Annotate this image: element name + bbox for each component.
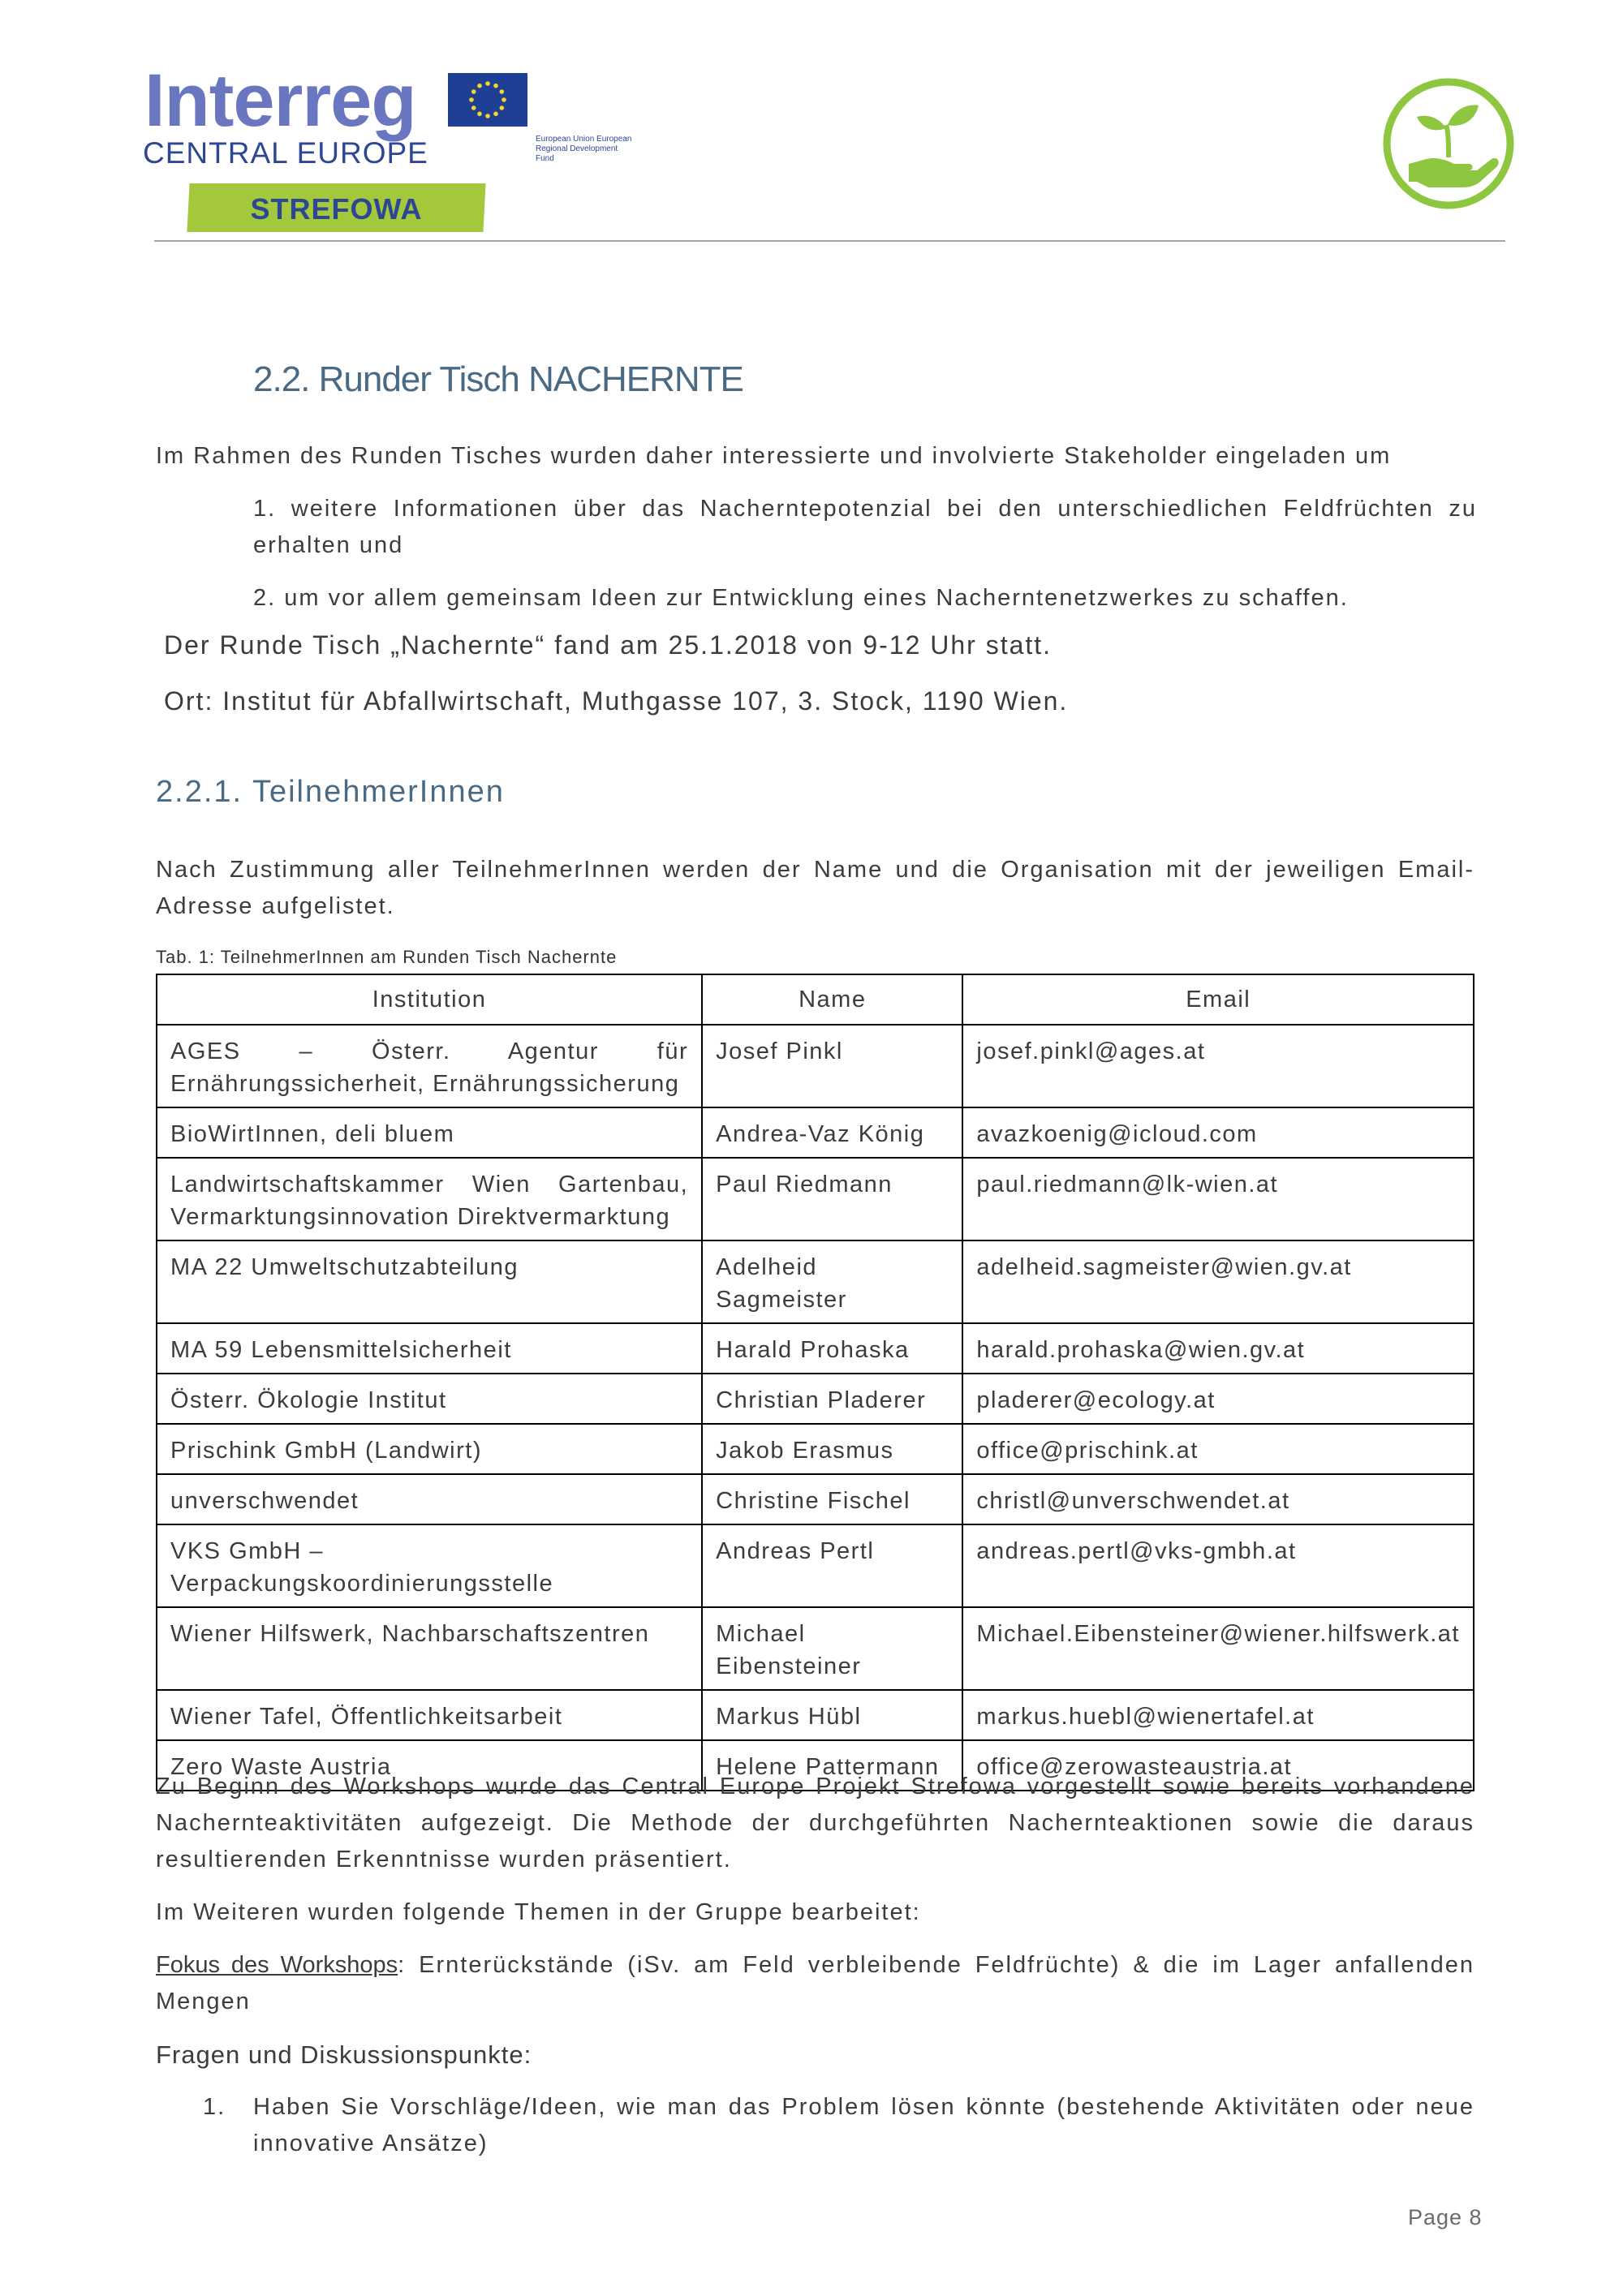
institution-cell: VKS GmbH – Verpackungskoordinierungsstelle	[157, 1524, 702, 1607]
institution-cell: Prischink GmbH (Landwirt)	[157, 1424, 702, 1474]
strefowa-label: STREFOWA	[250, 192, 423, 226]
table-caption: Tab. 1: TeilnehmerInnen am Runden Tisch Nachernte	[156, 947, 618, 967]
focus-paragraph	[156, 1947, 1474, 2020]
institution-cell: Zero Waste Austria	[157, 1740, 702, 1791]
table-row	[157, 1374, 1474, 1424]
question-1: Haben Sie Vorschläge/Ideen, wie man das Problem lösen könnte (bestehende Aktivitäten oder neue innovative Ansätze)	[253, 2094, 1474, 2156]
interreg-logo-text: Interreg	[144, 59, 416, 142]
subsection-heading: 2.2.1. TeilnehmerInnen	[156, 775, 505, 809]
institution-cell: Wiener Hilfswerk, Nachbarschaftszentren	[157, 1607, 702, 1690]
name-cell: Jakob Erasmus	[702, 1424, 962, 1474]
email-cell: avazkoenig@icloud.com	[962, 1107, 1474, 1158]
institution-cell: Österr. Ökologie Institut	[157, 1374, 702, 1424]
table-row	[157, 1424, 1474, 1474]
list-item-1: 1. weitere Informationen über das Nacherntepotenzial bei den unterschiedlichen Feldfrüchten zu erhalten und	[253, 496, 1477, 558]
institution-cell: MA 22 Umweltschutzabteilung	[157, 1240, 702, 1323]
name-cell: Paul Riedmann	[702, 1158, 962, 1240]
place-line: Ort: Institut für Abfallwirtschaft, Muthgasse 107, 3. Stock, 1190 Wien.	[164, 686, 1069, 716]
eu-flag-icon	[448, 73, 527, 127]
section-intro: Im Rahmen des Runden Tisches wurden daher interessierte und involvierte Stakeholder eingeladen um	[156, 443, 1392, 469]
name-cell: Michael Eibensteiner	[702, 1607, 962, 1690]
focus-label: Fokus des Workshops	[156, 1952, 398, 1978]
email-cell: markus.huebl@wienertafel.at	[962, 1690, 1474, 1740]
email-cell: Michael.Eibensteiner@wiener.hilfswerk.at	[962, 1607, 1474, 1690]
list-item-2: 2. um vor allem gemeinsam Ideen zur Entwicklung eines Nacherntenetzwerkes zu schaffen.	[253, 585, 1349, 611]
table-row	[157, 1158, 1474, 1240]
question-number: 1.	[203, 2094, 226, 2120]
eu-fund-text: European Union European Regional Development Fund	[536, 135, 632, 163]
header-divider	[154, 240, 1505, 242]
plant-hand-icon	[1380, 75, 1518, 213]
email-cell: harald.prohaska@wien.gv.at	[962, 1323, 1474, 1374]
email-cell: andreas.pertl@vks-gmbh.at	[962, 1524, 1474, 1607]
column-header-email: Email	[962, 974, 1474, 1025]
name-cell: Markus Hübl	[702, 1690, 962, 1740]
institution-cell: BioWirtInnen, deli bluem	[157, 1107, 702, 1158]
email-cell: pladerer@ecology.at	[962, 1374, 1474, 1424]
questions-heading: Fragen und Diskussionspunkte:	[156, 2040, 532, 2069]
email-cell: christl@unverschwendet.at	[962, 1474, 1474, 1524]
institution-cell: Landwirtschaftskammer Wien Gartenbau, Vermarktungsinnovation Direktvermarktung	[157, 1158, 702, 1240]
table-row	[157, 1240, 1474, 1323]
name-cell: Helene Pattermann	[702, 1740, 962, 1791]
table-row	[157, 1025, 1474, 1107]
workshop-paragraph: Zu Beginn des Workshops wurde das Central Europe Projekt Strefowa vorgestellt sowie bereits vorhandene Nachernteaktivitäten aufgezeigt. Die Methode der durchgeführten Nachernteaktionen sowie die daraus resultierenden Erkenntnisse wurden präsentiert.	[156, 1774, 1474, 1872]
email-cell: office@zerowasteaustria.at	[962, 1740, 1474, 1791]
table-row	[157, 1690, 1474, 1740]
name-cell: Harald Prohaska	[702, 1323, 962, 1374]
name-cell: Josef Pinkl	[702, 1025, 962, 1107]
column-header-institution: Institution	[157, 974, 702, 1025]
participants-table	[156, 974, 1474, 1791]
institution-cell: AGES – Österr. Agentur für Ernährungssicherheit, Ernährungssicherung	[157, 1025, 702, 1107]
focus-text: : Ernterückstände (iSv. am Feld verbleibende Feldfrüchte) & die im Lager anfallenden Mengen	[156, 1952, 1474, 2014]
name-cell: Andreas Pertl	[702, 1524, 962, 1607]
date-line: Der Runde Tisch „Nachernte“ fand am 25.1.2018 von 9-12 Uhr statt.	[164, 630, 1053, 660]
table-row	[157, 1474, 1474, 1524]
table-row	[157, 1607, 1474, 1690]
table-row	[157, 1524, 1474, 1607]
email-cell: josef.pinkl@ages.at	[962, 1025, 1474, 1107]
topics-intro: Im Weiteren wurden folgende Themen in der Gruppe bearbeitet:	[156, 1899, 921, 1925]
name-cell: Andrea-Vaz König	[702, 1107, 962, 1158]
table-header-row	[157, 974, 1474, 1025]
name-cell: Adelheid Sagmeister	[702, 1240, 962, 1323]
email-cell: adelheid.sagmeister@wien.gv.at	[962, 1240, 1474, 1323]
section-heading: 2.2. Runder Tisch NACHERNTE	[253, 359, 743, 399]
column-header-name: Name	[702, 974, 962, 1025]
institution-cell: unverschwendet	[157, 1474, 702, 1524]
email-cell: paul.riedmann@lk-wien.at	[962, 1158, 1474, 1240]
name-cell: Christine Fischel	[702, 1474, 962, 1524]
email-cell: office@prischink.at	[962, 1424, 1474, 1474]
subsection-intro: Nach Zustimmung aller TeilnehmerInnen werden der Name und die Organisation mit der jeweiligen Email-Adresse aufgelistet.	[156, 857, 1474, 919]
table-row	[157, 1107, 1474, 1158]
institution-cell: Wiener Tafel, Öffentlichkeitsarbeit	[157, 1690, 702, 1740]
page-number: Page 8	[1408, 2205, 1483, 2229]
central-europe-logo-text: CENTRAL EUROPE	[143, 136, 428, 170]
institution-cell: MA 59 Lebensmittelsicherheit	[157, 1323, 702, 1374]
table-row	[157, 1323, 1474, 1374]
name-cell: Christian Pladerer	[702, 1374, 962, 1424]
